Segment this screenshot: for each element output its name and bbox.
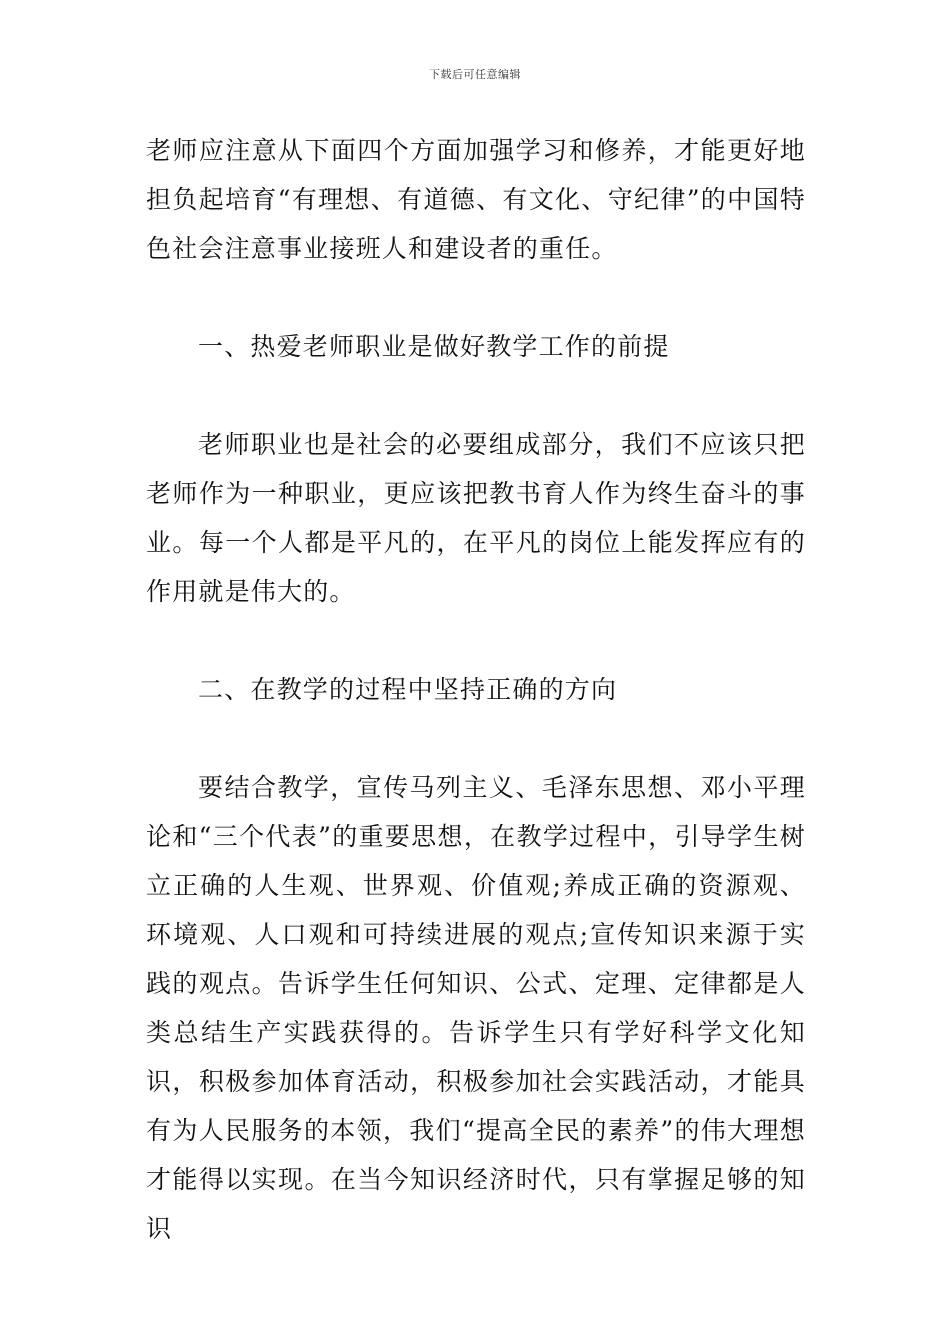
document-body — [146, 126, 806, 1253]
section-heading-1: 一、热爱老师职业是做好教学工作的前提 — [198, 332, 670, 361]
section-1-paragraph: 老师职业也是社会的必要组成部分，我们不应该只把老师作为一种职业，更应该把教书育人作为终生奋斗的事业。每一个人都是平凡的，在平凡的岗位上能发挥应有的作用就是伟大的。 — [146, 430, 806, 606]
section-2-paragraph: 要结合教学，宣传马列主义、毛泽东思想、邓小平理论和“三个代表”的重要思想，在教学过程中，引导学生树立正确的人生观、世界观、价值观;养成正确的资源观、环境观、人口观和可持续进展的观点;宣传知识来源于实践的观点。告诉学生任何知识、公式、定理、定律都是人类总结生产实践获得的。告诉学生只有学好科学文化知识，积极参加体育活动，积极参加社会实践活动，才能具有为人民服务的本领，我们“提高全民的素养”的伟大理想才能得以实现。在当今知识经济时代，只有掌握足够的知识 — [146, 773, 806, 1243]
intro-paragraph: 老师应注意从下面四个方面加强学习和修养，才能更好地担负起培育“有理想、有道德、有文化、守纪律”的中国特色社会注意事业接班人和建设者的重任。 — [146, 136, 806, 263]
section-heading-2: 二、在教学的过程中坚持正确的方向 — [198, 675, 618, 704]
page-header: 下载后可任意编辑 — [429, 68, 521, 81]
spacer — [146, 273, 806, 322]
spacer — [146, 714, 806, 763]
spacer — [146, 616, 806, 665]
spacer — [146, 371, 806, 420]
